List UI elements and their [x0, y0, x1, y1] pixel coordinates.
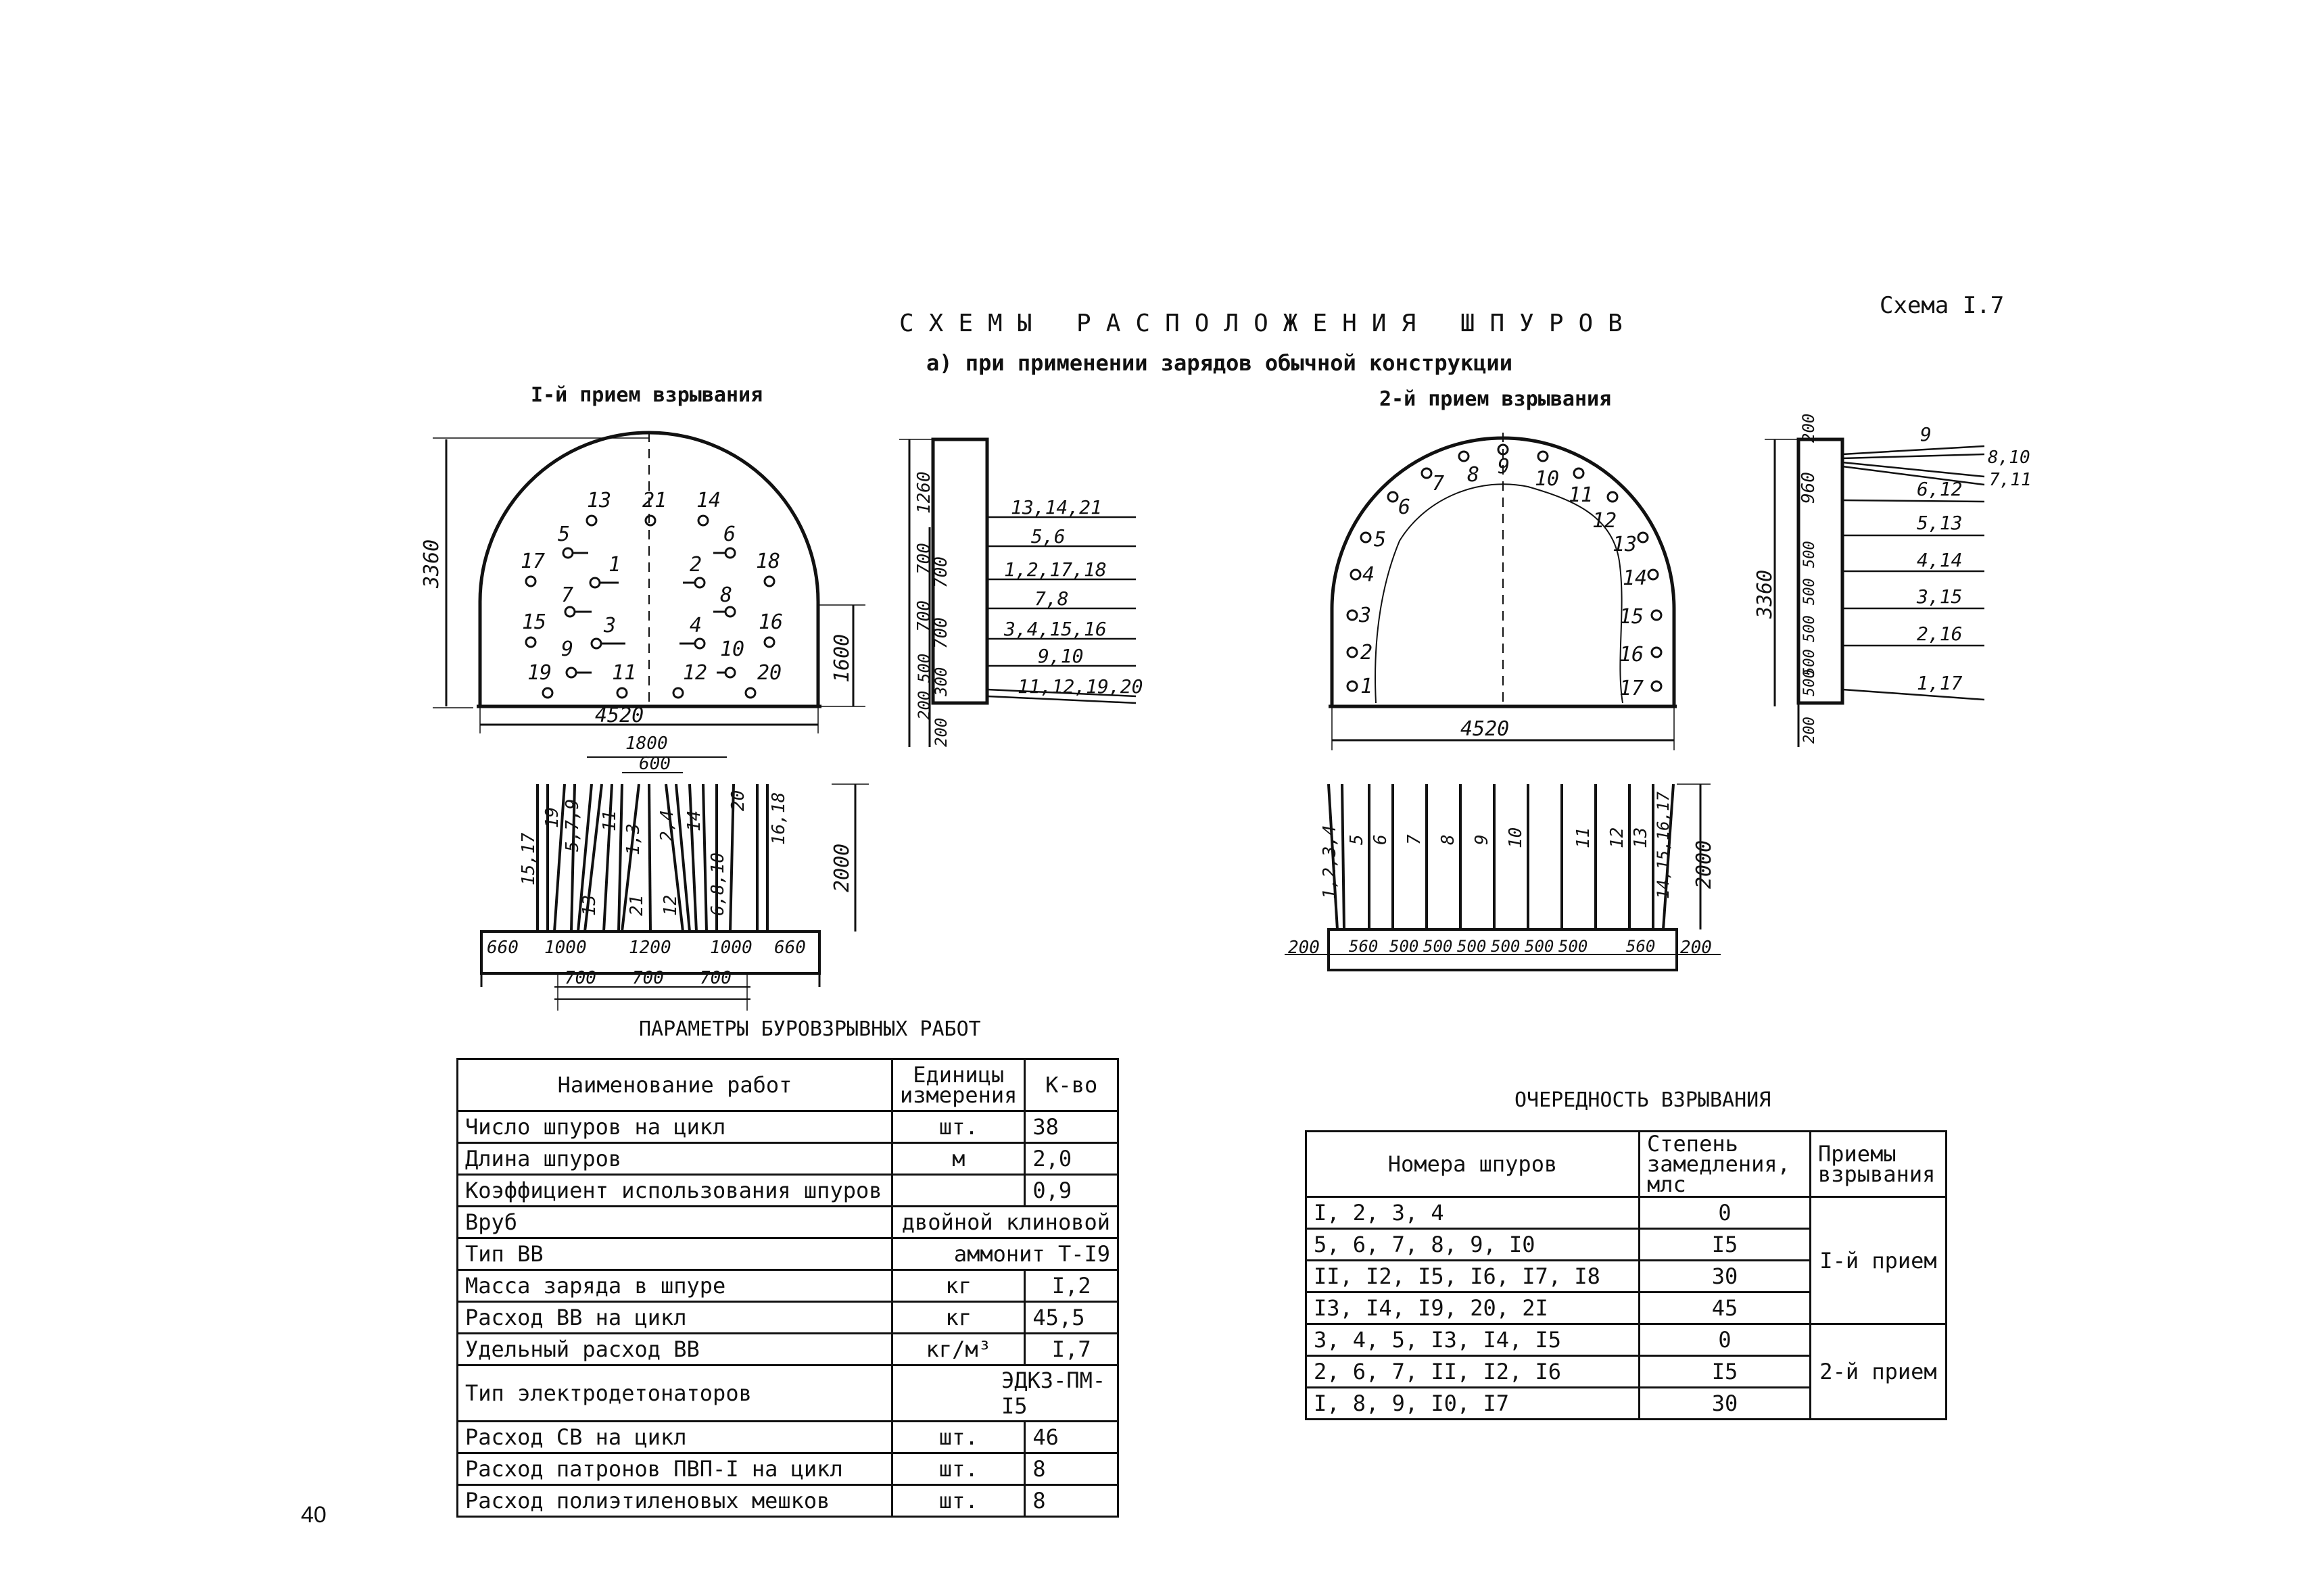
param-unit: м	[892, 1143, 1025, 1175]
d1-plan-hole: 11	[600, 810, 620, 831]
param-qty: 2,0	[1025, 1143, 1118, 1175]
table-row	[458, 1453, 1118, 1485]
scheme-number: Схема I.7	[1880, 292, 2005, 319]
d1-height: 3360	[420, 539, 444, 588]
d2-hole: 12	[1592, 509, 1617, 533]
d1-hole: 3	[604, 614, 617, 637]
d1-hole: 8	[720, 583, 733, 607]
param-qty: 8	[1025, 1453, 1118, 1485]
param-unit: шт.	[892, 1485, 1025, 1517]
table-row	[458, 1302, 1118, 1334]
table-row	[458, 1365, 1118, 1422]
table-header-cell: Наименование работ	[458, 1059, 892, 1111]
drawing1-side	[899, 439, 1136, 747]
d2-hole: 15	[1619, 605, 1644, 629]
d1-hole: 16	[759, 610, 784, 634]
d1-plan-hole: 2,4	[657, 810, 677, 842]
d1-side-dim: 700	[931, 556, 951, 588]
param-qty: I,2	[1025, 1270, 1118, 1302]
d1-plan-hole: 5,7,9	[563, 798, 583, 852]
d1-plan-bottom-dim: 1000	[544, 938, 587, 958]
d1-side-dim: 500	[915, 653, 934, 683]
d2-hole: 13	[1613, 533, 1638, 556]
order-holes: I, 2, 3, 4	[1306, 1197, 1640, 1229]
d1-plan-lower-dim: 700	[565, 968, 596, 988]
d2-plan-bottom-dim: 560	[1349, 937, 1379, 956]
d1-hole: 13	[587, 489, 612, 512]
order-delay: 0	[1640, 1197, 1811, 1229]
table-header-cell: К-во	[1025, 1059, 1118, 1111]
d2-plan-hole: 6	[1370, 834, 1391, 845]
table-header-cell: Приемы взрывания	[1811, 1132, 1947, 1197]
params-table	[456, 1058, 1119, 1518]
d1-hole: 6	[723, 523, 736, 546]
d1-plan-hole: 6,8,10	[708, 852, 728, 916]
page-title: СХЕМЫ РАСПОЛОЖЕНИЯ ШПУРОВ	[899, 310, 1638, 337]
d1-hole: 2	[690, 553, 702, 577]
d2-plan-hole: 7	[1404, 834, 1425, 845]
table-row	[1306, 1324, 1947, 1356]
table-row	[458, 1238, 1118, 1270]
d1-plan-hole: 13	[579, 894, 600, 916]
d2-width: 4520	[1460, 717, 1510, 741]
order-delay: 45	[1640, 1292, 1811, 1324]
d2-side-dim: 500	[1801, 578, 1818, 605]
table-header-row	[1306, 1132, 1947, 1197]
d1-side-label: 1,2,17,18	[1004, 558, 1107, 581]
d1-side-label: 11,12,19,20	[1018, 675, 1143, 698]
d2-plan-hole: 14,15,16,17	[1654, 792, 1673, 899]
param-span: ЭДКЗ-ПМ-I5	[892, 1365, 1118, 1422]
d2-plan-bottom-dim: 500	[1423, 937, 1453, 956]
d1-hole: 14	[696, 489, 721, 512]
order-delay: 0	[1640, 1324, 1811, 1356]
d1-hole: 7	[561, 583, 574, 607]
table-row	[458, 1270, 1118, 1302]
d2-height: 3360	[1753, 569, 1777, 619]
param-name: Расход полиэтиленовых мешков	[458, 1485, 892, 1517]
d1-side-label: 7,8	[1034, 587, 1069, 610]
order-table	[1305, 1130, 1947, 1420]
d2-hole: 16	[1619, 643, 1644, 667]
d1-side-dim: 200	[915, 690, 934, 720]
d2-hole: 10	[1535, 467, 1560, 491]
param-unit: шт.	[892, 1422, 1025, 1453]
d1-hole: 12	[683, 661, 708, 685]
table-row	[458, 1175, 1118, 1207]
d2-side-dim: 500	[1801, 541, 1818, 568]
table-header-cell: Номера шпуров	[1306, 1132, 1640, 1197]
d1-plan-bottom-dim: 660	[774, 938, 806, 958]
param-qty: 38	[1025, 1111, 1118, 1143]
d1-plan-lower-dim: 700	[632, 968, 664, 988]
d2-plan-hole: 1,2,3,4	[1320, 825, 1340, 899]
d2-side-dim: 200	[1799, 413, 1818, 443]
d2-side-label: 3,15	[1917, 585, 1963, 608]
d2-plan-bottom-dim: 500	[1389, 937, 1419, 956]
d2-hole: 9	[1498, 455, 1510, 479]
order-delay: I5	[1640, 1356, 1811, 1388]
order-delay: 30	[1640, 1388, 1811, 1420]
param-unit: кг	[892, 1302, 1025, 1334]
order-holes: I3, I4, I9, 20, 2I	[1306, 1292, 1640, 1324]
param-name: Коэффициент использования шпуров	[458, 1175, 892, 1207]
param-name: Удельный расход ВВ	[458, 1334, 892, 1365]
param-unit: шт.	[892, 1111, 1025, 1143]
d2-plan-bottom-dim: 500	[1491, 937, 1521, 956]
d2-hole: 7	[1432, 472, 1445, 495]
order-delay: I5	[1640, 1229, 1811, 1261]
param-name: Тип электродетонаторов	[458, 1365, 892, 1422]
param-name: Расход патронов ПВП-I на цикл	[458, 1453, 892, 1485]
d1-hole: 4	[690, 614, 702, 637]
d2-plan-hole: 10	[1506, 827, 1526, 848]
d1-plan-lower-dim: 700	[700, 968, 732, 988]
d1-plan-hole: 15,17	[519, 832, 539, 886]
table-row	[1306, 1197, 1947, 1229]
d2-hole: 11	[1569, 483, 1594, 507]
d1-plan-hole: 20	[728, 790, 748, 811]
d1-plan-bottom-dim: 1200	[629, 938, 671, 958]
d2-plan-bottom-dim: 500	[1457, 937, 1487, 956]
d1-hole: 11	[612, 661, 637, 685]
d2-side-label: 5,13	[1917, 512, 1963, 534]
d1-hole: 9	[561, 637, 574, 661]
d1-hole: 10	[720, 637, 745, 661]
param-qty: 8	[1025, 1485, 1118, 1517]
param-unit: кг/м³	[892, 1334, 1025, 1365]
page-number: 40	[301, 1502, 327, 1528]
param-span: двойной клиновой	[892, 1207, 1118, 1238]
param-unit	[892, 1175, 1025, 1207]
d2-hole: 2	[1360, 641, 1373, 664]
table-header-cell: Степень замедления, млс	[1640, 1132, 1811, 1197]
d1-plan-top-dim: 1800	[625, 733, 668, 754]
order-holes: II, I2, I5, I6, I7, I8	[1306, 1261, 1640, 1292]
d1-hole: 20	[757, 661, 782, 685]
d2-side-label: 4,14	[1917, 549, 1963, 571]
order-holes: 2, 6, 7, II, I2, I6	[1306, 1356, 1640, 1388]
d2-hole: 5	[1374, 528, 1387, 552]
order-holes: I, 8, 9, I0, I7	[1306, 1388, 1640, 1420]
d2-side-dim: 500	[1801, 669, 1818, 696]
d2-side-label: 6,12	[1917, 478, 1963, 500]
table-header-row	[458, 1059, 1118, 1111]
d1-plan-hole: 21	[627, 894, 647, 916]
drawing1-face	[433, 433, 865, 733]
order-delay: 30	[1640, 1261, 1811, 1292]
d2-side-label: 2,16	[1917, 623, 1963, 645]
d2-side-dim: 500	[1801, 649, 1818, 676]
d1-plan-hole: 19	[542, 806, 563, 828]
param-qty: 45,5	[1025, 1302, 1118, 1334]
order-title: ОЧЕРЕДНОСТЬ ВЗРЫВАНИЯ	[1514, 1088, 1771, 1112]
order-stage: 2-й прием	[1811, 1324, 1947, 1420]
table-row	[458, 1143, 1118, 1175]
d1-plan-bottom-dim: 660	[487, 938, 519, 958]
table-row	[458, 1334, 1118, 1365]
d2-hole: 8	[1467, 463, 1480, 487]
d2-plan-hole: 8	[1438, 834, 1458, 845]
d1-side-label: 3,4,15,16	[1004, 618, 1107, 640]
d2-plan-bottom-dim: 200	[1288, 938, 1320, 958]
d1-plan-hole: 14	[684, 810, 705, 831]
d2-side-dim: 960	[1798, 472, 1819, 504]
d2-plan-bottom-dim: 200	[1680, 938, 1712, 958]
d1-hole: 15	[522, 610, 547, 634]
d1-side-dim: 700	[931, 617, 951, 649]
param-name: Расход СВ на цикл	[458, 1422, 892, 1453]
d1-side-label: 5,6	[1031, 525, 1066, 548]
d2-hole: 14	[1623, 566, 1648, 590]
param-name: Длина шпуров	[458, 1143, 892, 1175]
d2-hole: 4	[1362, 563, 1375, 587]
d1-hole: 21	[642, 489, 667, 512]
d2-side-label: 7,11	[1989, 470, 2032, 490]
param-qty: 0,9	[1025, 1175, 1118, 1207]
drawing1-plan	[481, 757, 869, 1011]
d1-plan-bottom-dim: 1000	[710, 938, 753, 958]
d2-hole: 17	[1619, 677, 1644, 700]
d2-plan-bottom-dim: 500	[1558, 937, 1588, 956]
table-row	[458, 1485, 1118, 1517]
table-row	[458, 1422, 1118, 1453]
d2-side-label: 9	[1920, 423, 1932, 445]
d1-side-dim: 1260	[914, 471, 934, 514]
d2-plan-hole: 11	[1573, 827, 1594, 848]
d1-side-dim: 300	[932, 667, 951, 696]
page-subtitle: а) при применении зарядов обычной конструкции	[926, 350, 1512, 376]
d1-side-dim: 200	[932, 717, 951, 747]
d1-hole: 18	[756, 550, 781, 573]
d1-side-dim: 700	[914, 543, 934, 575]
d1-plan-hole: 16,18	[769, 792, 789, 845]
d1-plan-top-dim: 600	[639, 754, 671, 774]
d2-hole: 6	[1398, 495, 1411, 519]
table-row	[458, 1207, 1118, 1238]
d2-plan-hole: 5	[1347, 834, 1367, 845]
param-unit: кг	[892, 1270, 1025, 1302]
d1-plan-hole: 1,3	[623, 823, 644, 855]
d1-side-label: 9,10	[1038, 645, 1084, 667]
d1-hole: 1	[608, 553, 621, 577]
param-qty: I,7	[1025, 1334, 1118, 1365]
order-stage: I-й прием	[1811, 1197, 1947, 1324]
d2-plan-bottom-dim: 500	[1525, 937, 1554, 956]
d1-plan-depth: 2000	[830, 843, 854, 892]
table-header-cell: Единицы измерения	[892, 1059, 1025, 1111]
param-name: Расход ВВ на цикл	[458, 1302, 892, 1334]
d1-plan-hole: 12	[661, 894, 681, 916]
param-qty: 46	[1025, 1422, 1118, 1453]
d2-side-dim: 500	[1801, 615, 1818, 642]
d1-hole: 5	[558, 523, 571, 546]
d1-side-dim: 700	[914, 600, 934, 632]
d2-side-dim: 200	[1801, 717, 1818, 744]
param-name: Тип ВВ	[458, 1238, 892, 1270]
d1-width: 4520	[595, 704, 644, 727]
param-span: аммонит Т-I9	[892, 1238, 1118, 1270]
d2-plan-hole: 9	[1472, 834, 1492, 845]
param-unit: шт.	[892, 1453, 1025, 1485]
drawing2-face	[1329, 433, 1677, 750]
param-name: Число шпуров на цикл	[458, 1111, 892, 1143]
param-name: Масса заряда в шпуре	[458, 1270, 892, 1302]
d1-hole: 19	[527, 661, 552, 685]
d2-plan-hole: 13	[1631, 827, 1651, 848]
d2-hole: 3	[1359, 604, 1372, 627]
params-title: ПАРАМЕТРЫ БУРОВЗРЫВНЫХ РАБОТ	[639, 1017, 981, 1041]
d2-plan-bottom-dim: 560	[1626, 937, 1656, 956]
order-holes: 3, 4, 5, I3, I4, I5	[1306, 1324, 1640, 1356]
param-name: Вруб	[458, 1207, 892, 1238]
d2-hole: 1	[1360, 675, 1373, 698]
d2-plan-hole: 12	[1607, 827, 1627, 848]
d1-wall: 1600	[830, 633, 854, 683]
stage2-title: 2-й прием взрывания	[1379, 387, 1612, 411]
d2-plan-depth: 2000	[1692, 840, 1716, 889]
order-holes: 5, 6, 7, 8, 9, I0	[1306, 1229, 1640, 1261]
d1-hole: 17	[521, 550, 546, 573]
d1-side-label: 13,14,21	[1011, 496, 1102, 518]
stage1-title: I-й прием взрывания	[531, 383, 763, 407]
d2-side-label: 1,17	[1917, 672, 1963, 694]
table-row	[458, 1111, 1118, 1143]
d2-side-label: 8,10	[1988, 448, 2030, 468]
